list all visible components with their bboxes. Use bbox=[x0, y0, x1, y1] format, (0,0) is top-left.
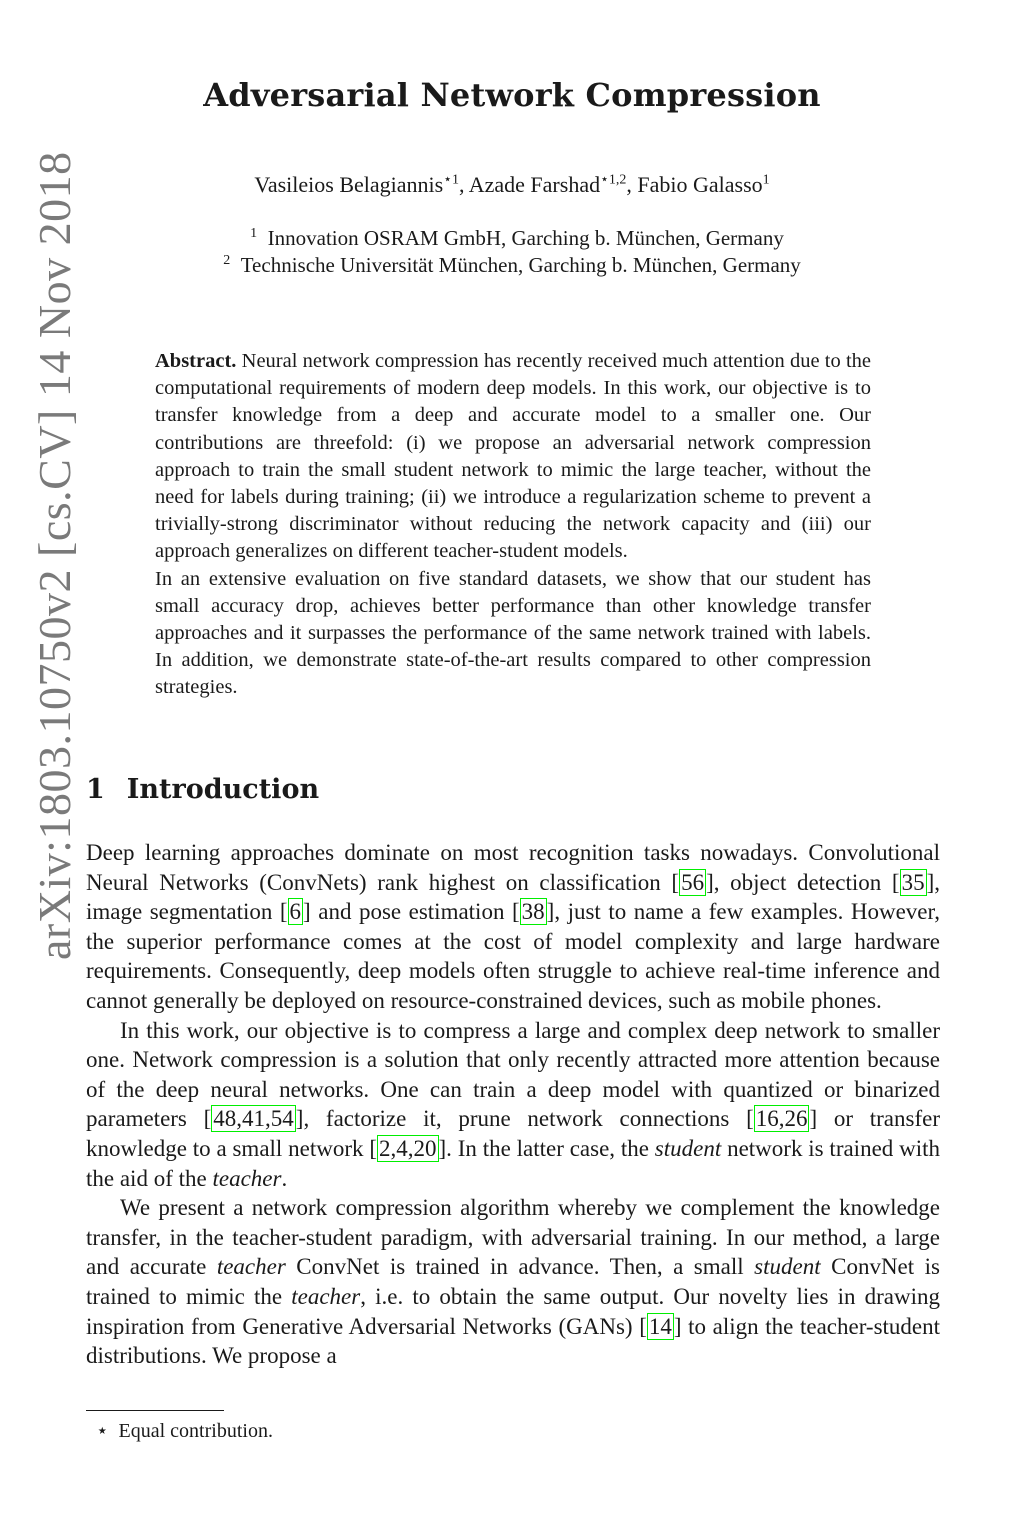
footnote-mark: ⋆ bbox=[96, 1420, 109, 1442]
emphasis: student bbox=[754, 1254, 821, 1280]
abstract bbox=[155, 348, 871, 702]
citation-link[interactable]: 16,26 bbox=[755, 1106, 808, 1132]
citation-link[interactable]: 2,4,20 bbox=[379, 1135, 437, 1161]
intro-paragraph: Deep learning approaches dominate on most recognition tasks nowadays. Convolutional Neural Networks (ConvNets) rank highest on classification [56], object detection [35], image segmentation [6] and pose estimation [38], just to name a few examples. However, the superior performance comes at the cost of model complexity and large hardware requirements. Consequently, deep models often struggle to achieve real-time inference and cannot generally be deployed on resource-constrained devices, such as mobile phones. bbox=[86, 840, 941, 1013]
citation-link[interactable]: 6 bbox=[289, 899, 302, 925]
author-affiliation-mark: 1 bbox=[762, 172, 770, 188]
intro-body bbox=[86, 838, 940, 1371]
citation-link[interactable]: 35 bbox=[901, 869, 925, 895]
footnote bbox=[96, 1418, 273, 1443]
author-name: Azade Farshad bbox=[468, 172, 601, 197]
citation-link[interactable]: 48,41,54 bbox=[213, 1106, 294, 1132]
abstract-text: Neural network compression has recently received much attention due to the computational requirements of modern deep models. In this work, our objective is to transfer knowledge from a deep and accurate model to a smaller one. Our contributions are threefold: (i) we propose an adversarial network compression approach to train the small student network to mimic the large teacher, without the need for labels during training; (ii) we introduce a regularization scheme to prevent a trivially-strong discriminator without reducing the network capacity and (iii) our approach generalizes on different teacher-student models. bbox=[155, 350, 871, 563]
footnote-rule bbox=[86, 1410, 224, 1411]
author-separator: , bbox=[626, 172, 638, 197]
citation-link[interactable]: 56 bbox=[681, 869, 705, 895]
paper-title: Adversarial Network Compression bbox=[203, 76, 821, 114]
author-affiliation-mark: ⋆1 bbox=[443, 172, 459, 188]
section-number: 1 bbox=[86, 774, 105, 805]
arxiv-identifier: arXiv:1803.10750v2 [cs.CV] 14 Nov 2018 bbox=[29, 151, 80, 960]
abstract-paragraph bbox=[155, 348, 871, 566]
emphasis: teacher bbox=[216, 1254, 286, 1280]
author-separator: , bbox=[458, 172, 469, 197]
intro-paragraph: We present a network compression algorithm whereby we complement the knowledge transfer, in the teacher-student paradigm, with adversarial training. In our method, a large and accurate teacher ConvNet is trained in advance. Then, a small student ConvNet is trained to mimic the teacher, i.e. to obtain the same output. Our novelty lies in drawing inspiration from Generative Adversarial Networks (GANs) [14] to align the teacher-student distributions. We propose a bbox=[86, 1195, 941, 1369]
abstract-paragraph: In an extensive evaluation on five standard datasets, we show that our student has small accuracy drop, achieves better performance than other knowledge transfer approaches and it surpasses the performance of the same network trained with labels. In addition, we demonstrate state-of-the-art results compared to other compression strategies. bbox=[155, 567, 871, 699]
intro-paragraph: In this work, our objective is to compress a large and complex deep network to smaller one. Network compression is a solution that only recently attracted more attention because of the deep neural networks. One can train a deep model with quantized or binarized parameters [48,41,54], factorize it, prune network connections [16,26] or transfer knowledge to a small network [2,4,20]. In the latter case, the student network is trained with the aid of the teacher. bbox=[86, 1017, 940, 1191]
affiliation-number: 2 bbox=[223, 253, 231, 268]
citation-link[interactable]: 38 bbox=[521, 899, 545, 925]
section-title: Introduction bbox=[126, 774, 320, 805]
affiliation-text: Innovation OSRAM GmbH, Garching b. München, Germany bbox=[267, 226, 784, 250]
affiliation bbox=[0, 226, 1024, 251]
affiliation bbox=[0, 253, 1024, 278]
emphasis: student bbox=[654, 1135, 722, 1161]
footnote-text: Equal contribution. bbox=[118, 1420, 273, 1442]
emphasis: teacher bbox=[291, 1283, 361, 1309]
author-affiliation-mark: ⋆1,2 bbox=[600, 172, 627, 188]
citation-link[interactable]: 14 bbox=[648, 1313, 672, 1339]
emphasis: teacher bbox=[212, 1165, 282, 1191]
affiliation-number: 1 bbox=[250, 226, 258, 241]
author-name: Fabio Galasso bbox=[637, 172, 763, 197]
affiliation-text: Technische Universität München, Garching b. München, Germany bbox=[240, 253, 801, 277]
abstract-label: Abstract. bbox=[155, 350, 237, 372]
author-list bbox=[0, 172, 1024, 198]
section-heading bbox=[86, 774, 319, 805]
author-name: Vasileios Belagiannis bbox=[254, 172, 444, 197]
